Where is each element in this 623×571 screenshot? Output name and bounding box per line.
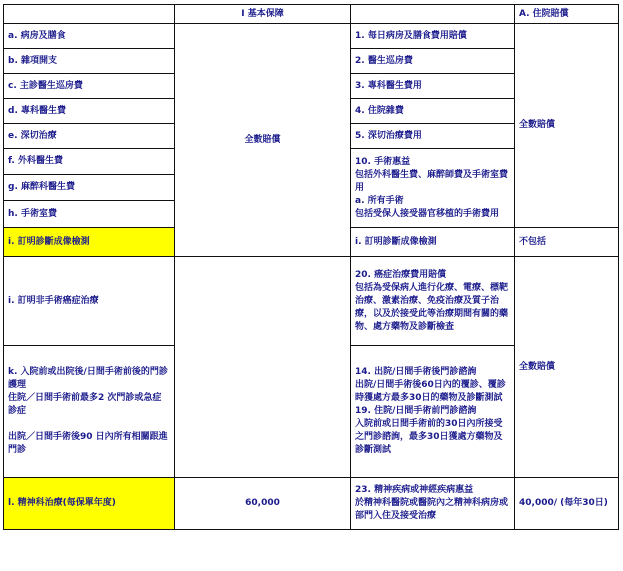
item-g: g. 麻醉科醫生費 bbox=[4, 175, 175, 201]
header-hospital-compensation: A. 住院賠償 bbox=[515, 5, 619, 24]
psychiatric-amount: 40,000/ (每年30日) bbox=[515, 478, 619, 530]
item-l-psychiatric: l. 精神科治療(每保單年度) bbox=[4, 478, 175, 530]
item-i-cancer: i. 訂明非手術癌症治療 bbox=[4, 257, 175, 346]
item-k-outpatient: k. 入院前或出院後/日間手術前後的門診護理 住院／日間手術前最多2 次門診或急症診症 出院／日間手術後90 日內所有相關跟進門診 bbox=[4, 346, 175, 478]
benefits-table bbox=[3, 4, 619, 530]
benefit-14-19 bbox=[351, 346, 515, 478]
item-b: b. 雜項開支 bbox=[4, 49, 175, 74]
item-d: d. 專科醫生費 bbox=[4, 99, 175, 124]
item-a: a. 病房及膳食 bbox=[4, 24, 175, 49]
benefit-19: 19. 住院/日間手術前門診諮詢 入院前或日間手術前的30日內所接受之門診諮詢，最多30日獲處方藥物及診斷測試 bbox=[355, 406, 503, 455]
item-i-imaging: i. 訂明診斷成像檢測 bbox=[4, 228, 175, 257]
header-basic-protection: I 基本保障 bbox=[175, 5, 351, 24]
benefit-20-cancer: 20. 癌症治療費用賠償 包括為受保病人進行化療、電療、標靶治療、激素治療、免疫治療及質子治療，以及於接受此等治療期間有關的藥物、處方藥物及診斷檢查 bbox=[351, 257, 515, 346]
benefit-10-surgery: 10. 手術惠益 包括外科醫生費、麻醉師費及手術室費用 a. 所有手術 包括受保人接受器官移植的手術費用 bbox=[351, 149, 515, 228]
item-c: c. 主診醫生巡房費 bbox=[4, 74, 175, 99]
benefit-1: 1. 每日病房及膳食費用賠償 bbox=[351, 24, 515, 49]
header-col1 bbox=[4, 5, 175, 24]
item-e: e. 深切治療 bbox=[4, 124, 175, 149]
basic-full-coverage: 全數賠償 bbox=[175, 24, 351, 257]
benefit-3: 3. 專科醫生費用 bbox=[351, 74, 515, 99]
full-coverage-top: 全數賠償 bbox=[515, 24, 619, 228]
benefit-14: 14. 出院/日間手術後門診諮詢 出院/日間手術後60日內的覆診、覆診時獲處方最多30日的藥物及診斷測試 bbox=[355, 367, 506, 403]
benefit-i-imaging: i. 訂明診斷成像檢測 bbox=[351, 228, 515, 257]
full-coverage-bottom: 全數賠償 bbox=[515, 257, 619, 478]
item-h: h. 手術室費 bbox=[4, 201, 175, 228]
item-f: f. 外科醫生費 bbox=[4, 149, 175, 175]
psychiatric-limit: 60,000 bbox=[175, 478, 351, 530]
table-row bbox=[4, 257, 619, 346]
benefit-23-psychiatric: 23. 精神疾病或神經疾病惠益 於精神科醫院或醫院內之精神科病房或部門入住及接受治療 bbox=[351, 478, 515, 530]
basic-empty-cell bbox=[175, 257, 351, 478]
table-row bbox=[4, 24, 619, 49]
benefit-4: 4. 住院雜費 bbox=[351, 99, 515, 124]
benefit-2: 2. 醫生巡房費 bbox=[351, 49, 515, 74]
benefit-5: 5. 深切治療費用 bbox=[351, 124, 515, 149]
imaging-excluded: 不包括 bbox=[515, 228, 619, 257]
header-col3 bbox=[351, 5, 515, 24]
header-row bbox=[4, 5, 619, 24]
table-row bbox=[4, 478, 619, 530]
